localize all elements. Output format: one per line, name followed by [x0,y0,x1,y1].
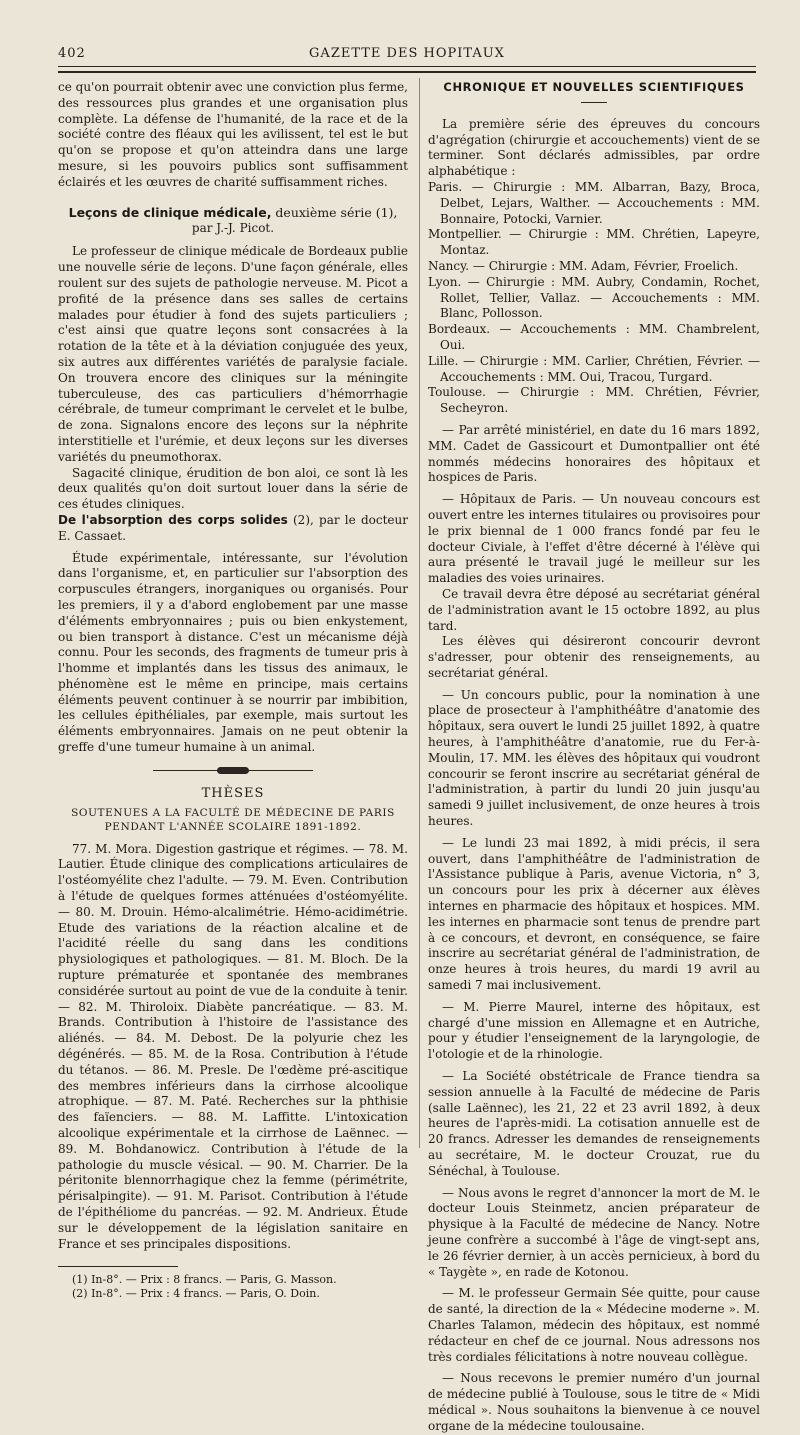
news-item: Les élèves qui désireront concourir devront s'adresser, pour obtenir des renseignements, au secrétariat général. [428,634,760,680]
agregation-item: Montpellier. — Chirurgie : MM. Chrétien, Lapeyre, Montaz. [428,227,760,258]
lecons-paragraph-1: Le professeur de clinique médicale de Bordeaux publie une nouvelle série de leçons. D'une façon générale, elles roulent sur des sujets de pathologie nerveuse. M. Picot a profité de la présence dans ses salles de certains malades pour étudier à fond des sujets particuliers ; c'est ainsi que quatre leçons sont consacrées à la rotation de la tête et à la déviation conjuguée des yeux, six autres aux différentes variétés de paralysie faciale. On trouvera encore des cliniques sur la méningite tuberculeuse, des cas particuliers d'hémorrhagie cérébrale, de tumeur comprimant le cervelet et le bulbe, de zona. Signalons encore des leçons sur la néphrite interstitielle et l'urémie, et deux leçons sur les diverses variétés du pneumothorax. [58,244,408,464]
news-item: — La Société obstétricale de France tiendra sa session annuelle à la Faculté de médecine de Paris (salle Laënnec), les 21, 22 et 23 avril 1892, à deux heures de l'après-midi. La cotisation annuelle est de 20 francs. Adresser les demandes de renseignements au secrétaire, M. le docteur Crouzat, rue du Sénéchal, à Toulouse. [428,1069,760,1178]
theses-subtitle-line-1: SOUTENUES A LA FACULTÉ DE MÉDECINE DE PARIS [71,806,395,819]
agregation-intro: La première série des épreuves du concours d'agrégation (chirurgie et accouchements) vient de se terminer. Sont déclarés admissibles, par ordre alphabétique : [428,116,760,179]
chronique-rule [581,102,607,103]
news-item: — Un concours public, pour la nomination à une place de prosecteur à l'amphithéâtre d'anatomie des hôpitaux, sera ouvert le lundi 25 juillet 1892, à quatre heures, à l'amphithéâtre d'anatomie, rue du Fer-à-Moulin, 17. MM. les élèves des hôpitaux qui voudront concourir se feront inscrire au secrétariat général de l'administration, à partir du lundi 20 juin jusqu'au samedi 9 juillet inclusivement, de onze heures à trois heures. [428,687,760,829]
agregation-item: Lyon. — Chirurgie : MM. Aubry, Condamin, Rochet, Rollet, Tellier, Vallaz. — Accouchements : MM. Blanc, Pollosson. [428,274,760,321]
lecons-paragraph-2: Sagacité clinique, érudition de bon aloi, ce sont là les deux qualités qu'on doit surtout louer dans la série de ces études cliniques. [58,465,408,512]
news-item: — Nous avons le regret d'annoncer la mort de M. le docteur Louis Steinmetz, ancien préparateur de physique à la Faculté de médecine de Nancy. Notre jeune confrère a succombé à l'âge de vingt-sept ans, le 26 février dernier, à un accès pernicieux, à bord du « Taygète », en rade de Kotonou. [428,1185,760,1279]
news-item: — Hôpitaux de Paris. — Un nouveau concours est ouvert entre les internes titulaires ou provisoires pour le prix biennal de 1 000 francs fondé par feu le docteur Civiale, à l'effet d'être décerné à l'élève qui aura présenté le travail jugé le meilleur sur les maladies des voies urinaires. [428,492,760,586]
footnote-2: (2) In-8°. — Prix : 4 francs. — Paris, O. Doin. [72,1287,320,1301]
chronique-heading: CHRONIQUE ET NOUVELLES SCIENTIFIQUES [443,80,745,94]
agregation-item: Lille. — Chirurgie : MM. Carlier, Chrétien, Février. — Accouchements : MM. Oui, Tracou, Turgard. [428,353,760,384]
news-item: — M. le professeur Germain Sée quitte, pour cause de santé, la direction de la « Médecine moderne ». M. Charles Talamon, médecin des hôpitaux, est nommé rédacteur en chef de ce journal. Nous adressons nos très cordiales félicitations à notre nouveau collègue. [428,1286,760,1364]
agregation-item: Nancy. — Chirurgie : MM. Adam, Février, Froelich. [428,258,739,273]
news-item: — Le lundi 23 mai 1892, à midi précis, il sera ouvert, dans l'amphithéâtre de l'administration de l'Assistance publique à Paris, avenue Victoria, n° 3, un concours pour les prix à décerner aux élèves internes en pharmacie des hôpitaux et hospices. MM. les internes en pharmacie sont tenus de prendre part à ce concours, et devront, en conséquence, se faire inscrire au secrétariat général de l'administration, de onze heures à trois heures, du mardi 19 avril au samedi 7 mai inclusivement. [428,835,760,993]
absorption-paragraph: Étude expérimentale, intéressante, sur l'évolution dans l'organisme, et, en particulier sur l'absorption des corpuscules étrangers, inorganiques ou organisés. Pour les premiers, il y a d'abord englobement par une masse d'éléments embryonnaires ; puis ou bien enkystement, ou bien transport à distance. C'est un mécanisme déjà connu. Pour les seconds, des fragments de tumeur pris à l'homme et implantés dans les tissus des animaux, le phénomène est le même en principe, mais certains éléments peuvent continuer à se nourrir par imbibition, les cellules épithéliales, par exemple, mais surtout les éléments embryonnaires. Jamais on ne peut obtenir la greffe d'une tumeur humaine à un animal. [58,550,408,755]
news-item: — Par arrêté ministériel, en date du 16 mars 1892, MM. Cadet de Gassicourt et Dumontpallier ont été nommés médecins honoraires des hôpitaux et hospices de Paris. [428,422,760,485]
agregation-item: Bordeaux. — Accouchements : MM. Chambrelent, Oui. [428,322,760,352]
page-number: 402 [58,46,86,61]
footnote-1: (1) In-8°. — Prix : 8 francs. — Paris, G. Masson. [72,1273,337,1287]
theses-list: 77. M. Mora. Digestion gastrique et régimes. — 78. M. Lautier. Étude clinique des complications articulaires de l'ostéomyélite chez l'adulte. — 79. M. Even. Contribution à l'étude de quelques formes atténuées d'ostéomyélite. — 80. M. Drouin. Hémo-alcalimétrie. Hémo-acidimétrie. Etude des variations de la réaction alcaline et de l'acidité réelle du sang dans les conditions physiologiques et pathologiques. — 81. M. Bloch. De la rupture prématurée et spontanée des membranes considérée surtout au point de vue de la conduite à tenir. — 82. M. Thiroloix. Diabète pancréatique. — 83. M. Brands. Contribution à l'histoire de l'assistance des aliénés. — 84. M. Debost. De la polyurie chez les dégénérés. — 85. M. de la Rosa. Contribution à l'étude du tétanos. — 86. M. Presle. De l'œdème pré-ascitique des membres inférieurs dans la cirrhose alcoolique atrophique. — 87. M. Paté. Recherches sur la phthisie des faïenciers. — 88. M. Laffitte. L'intoxication alcoolique expérimentale et la cirrhose de Laënnec. — 89. M. Bohdanowicz. Contribution à l'étude de la pathologie du muscle vésical. — 90. M. Charrier. De la péritonite blennorrhagique chez la femme (périmétrite, périsalpingite). — 91. M. Parisot. Contribution à l'étude de l'épithéliome du pancréas. — 92. M. Andrieux. Étude sur le développement de la législation sanitaire en France et ses principales dispositions. [58,841,408,1251]
news-item: — M. Pierre Maurel, interne des hôpitaux, est chargé d'une mission en Allemagne et en Autriche, pour y étudier l'enseignement de la laryngologie, de l'otologie et de la rhinologie. [428,999,760,1062]
absorption-title: De l'absorption des corps solides [58,512,288,527]
agregation-item: Toulouse. — Chirurgie : MM. Chrétien, Février, Secheyron. [428,385,760,416]
theses-subtitle [58,806,408,834]
column-divider [419,78,420,1148]
page-header [58,42,756,66]
journal-title: GAZETTE DES HOPITAUX [309,46,505,61]
ornament-rule [153,766,313,774]
lecons-title-rest: deuxième série (1), [271,204,398,220]
news-item: — Nous recevons le premier numéro d'un journal de médecine publié à Toulouse, sous le titre de « Midi médical ». Nous souhaitons la bienvenue à ce nouvel organe de la médecine toulousaine. [428,1371,760,1433]
agregation-item: Paris. — Chirurgie : MM. Albarran, Bazy, Broca, Delbet, Lejars, Walther. — Accouchements : MM. Bonnaire, Potocki, Varnier. [428,179,760,226]
lecons-author: par J.-J. Picot. [191,220,275,235]
footnote-rule [58,1266,178,1267]
intro-paragraph: ce qu'on pourrait obtenir avec une conviction plus ferme, des ressources plus grandes et une organisation plus complète. La défense de l'humanité, de la race et de la société contre des fléaux qui les avilissent, tel est le but qu'on se propose et qu'on atteindra dans une large mesure, si les pouvoirs publics sont suffisamment éclairés et les œuvres de charité suffisamment riches. [58,80,408,189]
header-rule [58,66,756,73]
lecons-title: Leçons de clinique médicale, [68,204,272,220]
theses-subtitle-line-2: PENDANT L'ANNÉE SCOLAIRE 1891-1892. [104,820,362,833]
absorption-heading [58,513,408,545]
news-item: Ce travail devra être déposé au secrétariat général de l'administration avant le 15 octobre 1892, au plus tard. [428,586,760,633]
absorption-title-rest: (2), par le docteur E. Cassaet. [58,512,408,543]
right-column [428,80,760,1435]
left-column [58,80,408,1301]
lecons-heading [58,205,408,221]
theses-title: THÈSES [201,785,265,801]
